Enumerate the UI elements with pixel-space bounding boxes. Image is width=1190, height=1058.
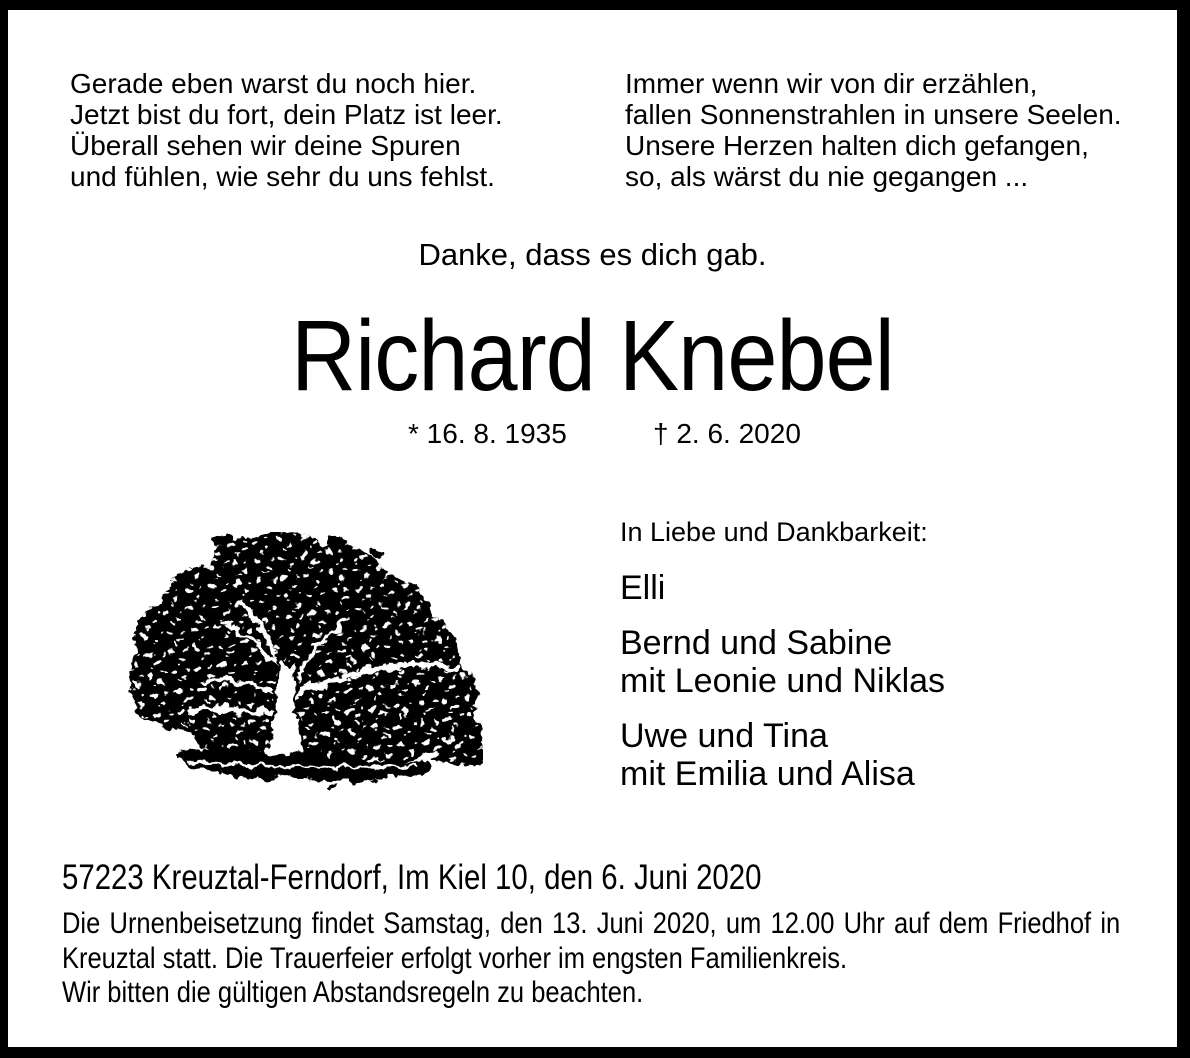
mourner-group [620,569,665,607]
dateline: 57223 Kreuztal-Ferndorf, Im Kiel 10, den 6. Juni 2020 [62,858,762,897]
poem-line: Jetzt bist du fort, dein Platz ist leer. [70,99,503,130]
birth-date: * 16. 8. 1935 [408,418,567,449]
funeral-line: Wir bitten die gültigen Abstandsregeln zu beachten. [62,976,644,1009]
poem-line: Immer wenn wir von dir erzählen, [625,68,1038,99]
poem-line: fallen Sonnenstrahlen in unsere Seelen. [625,99,1122,130]
notice-sheet [8,10,1177,1047]
poem-line: so, als wärst du nie gegangen ... [625,161,1029,192]
poem-line: Gerade eben warst du noch hier. [70,68,477,99]
mourner-line: Elli [620,569,666,607]
mourner-line: Uwe und Tina [620,717,828,755]
funeral-line: Kreuztal statt. Die Trauerfeier erfolgt vorher im engsten Familienkreis. [62,941,848,975]
deceased-name: Richard Knebel [291,300,894,412]
mourner-group [620,624,945,700]
poem-line: und fühlen, wie sehr du uns fehlst. [70,161,495,192]
death-date: † 2. 6. 2020 [653,418,801,449]
mourner-group [620,717,915,793]
mourner-line: mit Emilia und Alisa [620,755,915,793]
poem-line: Überall sehen wir deine Spuren [70,130,461,161]
mourners-intro: In Liebe und Dankbarkeit: [620,517,928,547]
poem-right [625,68,1122,192]
thanks-line: Danke, dass es dich gab. [418,237,767,272]
funeral-line: Die Urnenbeisetzung findet Samstag, den 13. Juni 2020, um 12.00 Uhr auf dem Friedhof in [62,907,1121,940]
mourner-line: Bernd und Sabine [620,624,893,662]
tree-illustration-icon [127,532,483,798]
funeral-notice [62,907,1120,1011]
mourner-line: mit Leonie und Niklas [620,662,946,700]
poem-line: Unsere Herzen halten dich gefangen, [625,130,1089,161]
poem-left [70,68,503,192]
